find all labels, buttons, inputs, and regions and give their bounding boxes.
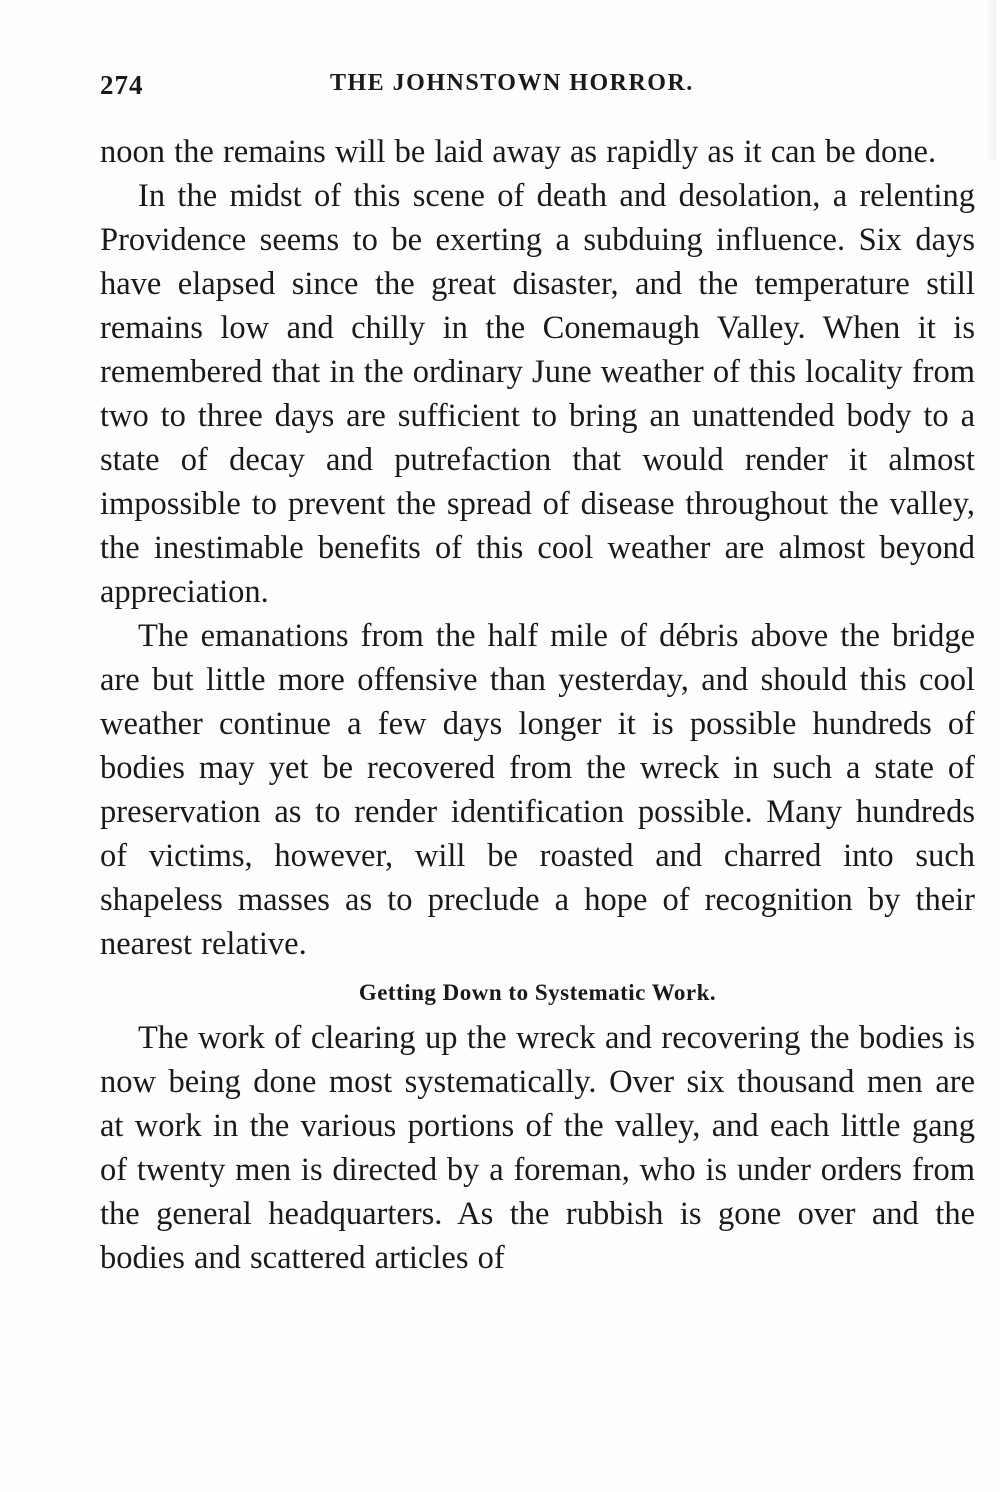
page-number: 274: [100, 70, 144, 100]
running-head: THE JOHNSTOWN HORROR.: [330, 70, 694, 96]
body-text: [100, 130, 975, 1280]
paragraph-providence: In the midst of this scene of death and desolation, a relenting Providence seems to be exerting a subduing influence. Six days have elapsed since the great disaster, and the temperature still remains low and chilly in the Conemaugh Valley. When it is remembered that in the ordinary June weather of this locality from two to three days are sufficient to bring an unattended body to a state of decay and putrefaction that would render it almost impossible to prevent the spread of disease throughout the valley, the inestimable benefits of this cool weather are almost beyond appreciation.: [100, 178, 975, 610]
section-heading: Getting Down to Systematic Work.: [358, 980, 717, 1005]
paragraph-emanations: The emanations from the half mile of débris above the bridge are but little more offensive than yesterday, and should this cool weather continue a few days longer it is possible hundreds of bodies may yet be recovered from the wreck in such a state of preservation as to render identification possible. Many hundreds of victims, however, will be roasted and charred into such shapeless masses as to preclude a hope of recognition by their nearest relative.: [100, 618, 975, 962]
page-edge-shadow: [986, 0, 996, 160]
paragraph-clearing-work: The work of clearing up the wreck and recovering the bodies is now being done most systematically. Over six thousand men are at work in the various portions of the valley, and each little gang of twenty men is directed by a foreman, who is under orders from the general headquarters. As the rubbish is gone over and the bodies and scattered articles of: [100, 1020, 975, 1276]
paragraph-continued: noon the remains will be laid away as rapidly as it can be done.: [100, 134, 937, 170]
